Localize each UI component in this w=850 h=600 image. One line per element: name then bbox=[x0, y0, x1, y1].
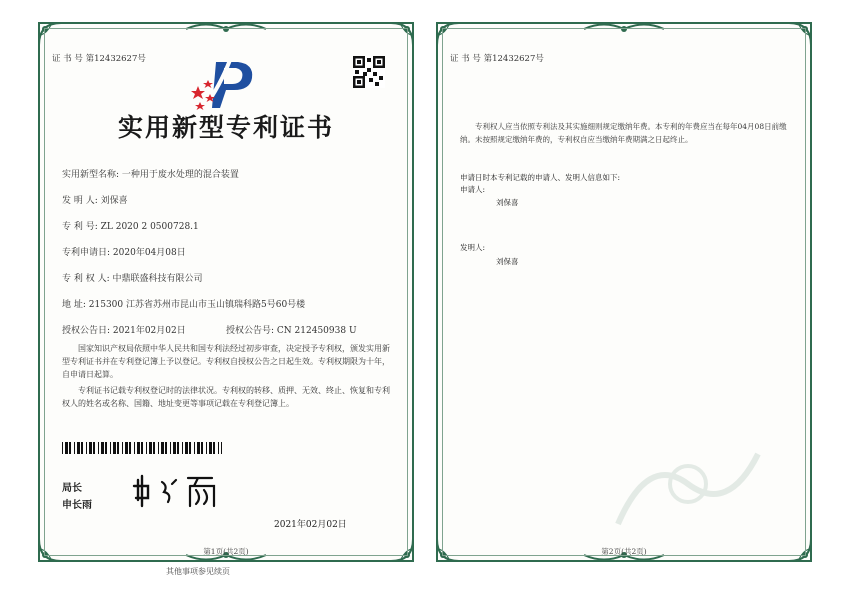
corner-ornament-icon bbox=[787, 21, 813, 47]
barcode-bar bbox=[201, 442, 203, 454]
barcode-bar bbox=[62, 442, 63, 454]
barcode-bar bbox=[93, 442, 95, 454]
barcode-bar bbox=[81, 442, 83, 454]
field-value: 刘保喜 bbox=[100, 196, 128, 206]
barcode-bar bbox=[146, 442, 147, 454]
field-row-inventor bbox=[62, 193, 128, 206]
barcode-bar bbox=[134, 442, 135, 454]
barcode-bar bbox=[182, 442, 183, 454]
barcode-bar bbox=[165, 442, 167, 454]
barcode-bar bbox=[161, 442, 164, 454]
continuation-note: 其他事项参见续页 bbox=[166, 567, 230, 576]
barcode-bar bbox=[117, 442, 119, 454]
field-value: ZL 2020 2 0500728.1 bbox=[100, 222, 199, 232]
sign-date: 2021年02月02日 bbox=[274, 520, 347, 530]
barcode-bar bbox=[110, 442, 111, 454]
certificate-title: 实用新型专利证书 bbox=[117, 113, 334, 142]
field-row-address bbox=[62, 297, 305, 310]
field-value: 中鼎联盛科技有限公司 bbox=[112, 274, 203, 284]
barcode-bar bbox=[101, 442, 104, 454]
barcode-bar bbox=[122, 442, 123, 454]
pub-date-value: 2021年02月02日 bbox=[112, 326, 186, 336]
field-value: 215300 江苏省苏州市昆山市玉山镇瑞科路5号60号楼 bbox=[88, 300, 306, 310]
field-row-pub-date bbox=[62, 323, 186, 336]
director-name: 申长雨 bbox=[62, 500, 92, 511]
barcode-bar bbox=[113, 442, 116, 454]
applicant-label: 申请人: bbox=[460, 185, 486, 194]
barcode-bar bbox=[177, 442, 179, 454]
barcode-bar bbox=[69, 442, 71, 454]
pub-number-label: 授权公告号: bbox=[226, 326, 275, 336]
barcode-bar bbox=[129, 442, 131, 454]
barcode-bar bbox=[125, 442, 128, 454]
field-label: 专 利 号: bbox=[62, 222, 98, 232]
applicant-value: 刘保喜 bbox=[496, 198, 519, 207]
qr-code-icon bbox=[353, 56, 385, 88]
field-row-patent-number bbox=[62, 219, 199, 232]
barcode-bar bbox=[137, 442, 140, 454]
annual-fee-notice: 专利权人应当依照专利法及其实施细则规定缴纳年费。本专利的年费应当在每年04月08日前缴纳。未按照规定缴纳年费的，专利权自应当缴纳年费期满之日起终止。 bbox=[460, 122, 787, 144]
barcode-bar bbox=[189, 442, 191, 454]
certificate-page-2 bbox=[436, 22, 812, 562]
barcode-bar bbox=[141, 442, 143, 454]
certificate-number: 证 书 号 第12432627号 bbox=[52, 54, 146, 64]
barcode-bar bbox=[213, 442, 215, 454]
barcode-bar bbox=[86, 442, 87, 454]
barcode-bar bbox=[105, 442, 107, 454]
barcode-bar bbox=[149, 442, 152, 454]
corner-ornament-icon bbox=[37, 21, 63, 47]
top-ornament-icon bbox=[579, 22, 669, 36]
barcode-bar bbox=[185, 442, 188, 454]
barcode-bar bbox=[65, 442, 68, 454]
page-number: 第1页(共2页) bbox=[203, 547, 249, 556]
field-value: 2020年04月08日 bbox=[112, 248, 186, 258]
barcode-bar bbox=[170, 442, 171, 454]
barcode-bar bbox=[218, 442, 219, 454]
barcode-bar bbox=[153, 442, 155, 454]
corner-ornament-icon bbox=[389, 21, 415, 47]
barcode-bar bbox=[98, 442, 99, 454]
field-value: 一种用于废水处理的混合装置 bbox=[121, 170, 239, 180]
info-intro: 申请日时本专利记载的申请人、发明人信息如下: bbox=[460, 173, 621, 182]
barcode-bar bbox=[197, 442, 200, 454]
field-label: 专利申请日: bbox=[62, 248, 111, 258]
barcode-bar bbox=[89, 442, 92, 454]
inventor-label: 发明人: bbox=[460, 243, 486, 252]
field-row-pub-number bbox=[226, 323, 357, 336]
top-ornament-icon bbox=[181, 22, 271, 36]
barcode-bar bbox=[77, 442, 80, 454]
barcode bbox=[62, 442, 222, 454]
corner-ornament-icon bbox=[435, 21, 461, 47]
field-label: 发 明 人: bbox=[62, 196, 98, 206]
cnipa-logo bbox=[190, 56, 260, 112]
barcode-bar bbox=[221, 442, 222, 454]
page-number: 第2页(共2页) bbox=[601, 547, 647, 556]
field-label: 地 址: bbox=[62, 300, 86, 310]
barcode-bar bbox=[209, 442, 212, 454]
field-row-filing-date bbox=[62, 245, 186, 258]
barcode-bar bbox=[173, 442, 176, 454]
certificate-number: 证 书 号 第12432627号 bbox=[450, 54, 544, 64]
pub-number-value: CN 212450938 U bbox=[276, 326, 357, 336]
field-label: 实用新型名称: bbox=[62, 170, 120, 180]
certificate-page-1 bbox=[38, 22, 414, 562]
barcode-bar bbox=[74, 442, 75, 454]
field-row-utility-name bbox=[62, 167, 239, 180]
pub-date-label: 授权公告日: bbox=[62, 326, 111, 336]
barcode-bar bbox=[158, 442, 159, 454]
field-row-patentee bbox=[62, 271, 203, 284]
inventor-value: 刘保喜 bbox=[496, 257, 519, 266]
grant-statement: 国家知识产权局依照中华人民共和国专利法经过初步审查，决定授予专利权，颁发实用新型专利证书并在专利登记簿上予以登记。专利权自授权公告之日起生效。专利权期限为十年，自申请日起算。 bbox=[62, 344, 390, 379]
field-label: 专 利 权 人: bbox=[62, 274, 110, 284]
barcode-bar bbox=[206, 442, 207, 454]
director-title: 局长 bbox=[62, 483, 82, 494]
barcode-bar bbox=[194, 442, 195, 454]
director-signature bbox=[132, 472, 228, 512]
legal-status-statement: 专利证书记载专利权登记时的法律状况。专利权的转移、质押、无效、终止、恢复和专利权人的姓名或名称、国籍、地址变更等事项记载在专利登记簿上。 bbox=[62, 386, 390, 408]
watermark-emblem bbox=[608, 444, 768, 534]
